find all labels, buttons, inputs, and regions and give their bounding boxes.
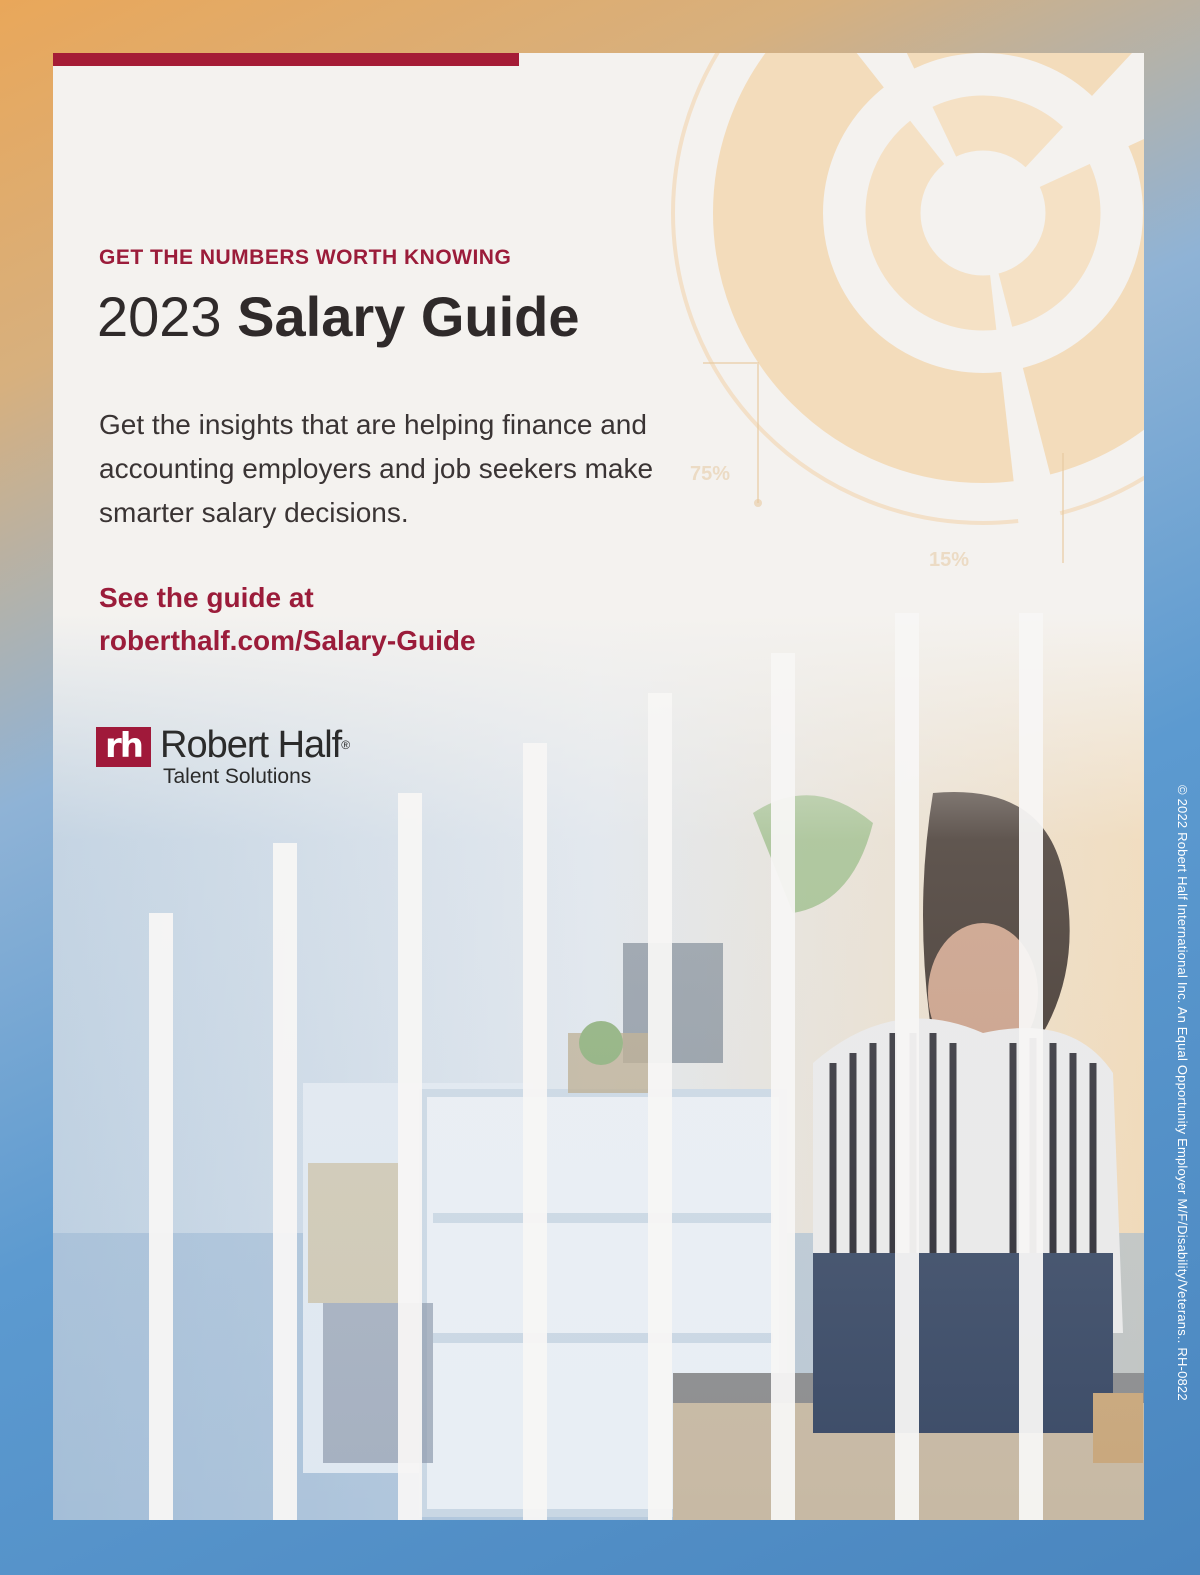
registered-mark: ® (341, 738, 350, 752)
copyright-notice (1168, 785, 1190, 1515)
cta-url-link[interactable]: roberthalf.com/Salary-Guide (99, 625, 476, 656)
cta-line1: See the guide at (99, 582, 314, 613)
logo-wordmark (160, 723, 349, 767)
title-year: 2023 (97, 285, 222, 348)
decorative-donut-chart (653, 53, 1144, 563)
chart-label-75: 75% (690, 463, 731, 485)
robert-half-logo (96, 723, 436, 793)
title-name: Salary Guide (237, 285, 580, 348)
description-paragraph: Get the insights that are helping finance and accounting employers and job seekers make smarter salary decisions. (99, 409, 654, 528)
copyright-text: © 2022 Robert Half International Inc. An Equal Opportunity Employer M/F/Disability/Veterans.. RH-0822 (1175, 785, 1190, 1401)
top-accent-bar (53, 53, 519, 66)
eyebrow-heading: GET THE NUMBERS WORTH KNOWING (99, 246, 512, 269)
page-title (97, 281, 580, 353)
rh-logo-icon: rh (96, 727, 151, 767)
logo-name-text: Robert Half (160, 724, 342, 766)
logo-subtitle: Talent Solutions (163, 765, 312, 788)
chart-label-15: 15% (929, 549, 970, 571)
flyer-page (53, 53, 1144, 1520)
call-to-action (99, 576, 659, 662)
